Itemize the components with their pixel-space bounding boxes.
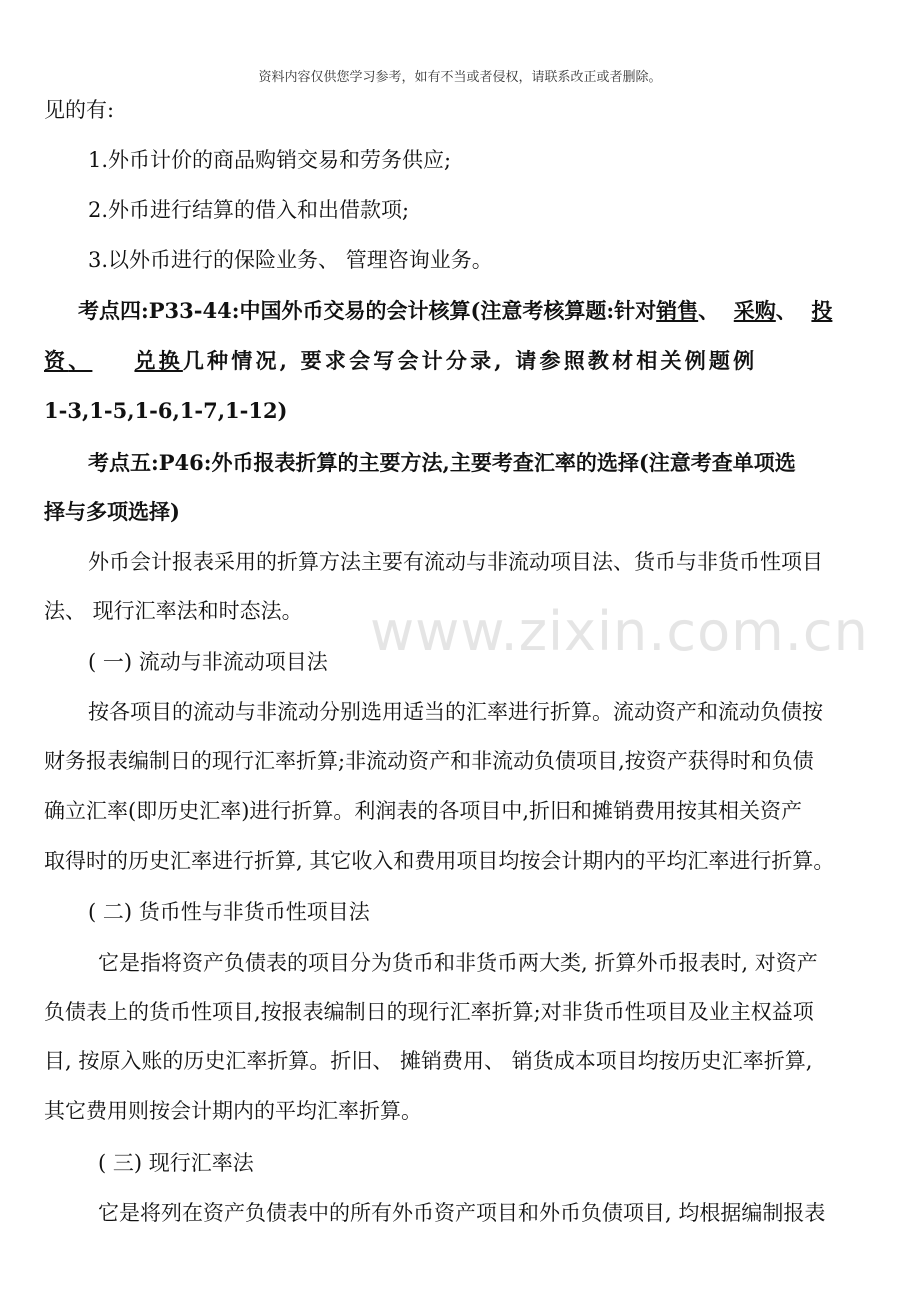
section-heading-3: ( 三) 现行汇率法 — [98, 1151, 254, 1175]
key-point-4-text: 考点四:P33-44:中国外币交易的会计核算(注意考核算题:针对 — [78, 298, 657, 323]
key-point-4-line2 — [44, 346, 876, 376]
keyword-exchange: 兑换 — [134, 348, 183, 373]
section-heading-1: ( 一) 流动与非流动项目法 — [88, 650, 328, 674]
paragraph-line: 它是将列在资产负债表中的所有外币资产项目和外币负债项目, 均根据编制报表 — [98, 1201, 826, 1225]
paragraph-line: 其它费用则按会计期内的平均汇率折算。 — [44, 1099, 422, 1123]
separator: 、 — [698, 298, 720, 323]
key-point-4-text: 几种情况, 要求会写会计分录, 请参照教材相关例题例 — [182, 348, 758, 373]
paragraph-line: 目, 按原入账的历史汇率折算。折旧、 摊销费用、 销货成本项目均按历史汇率折算, — [44, 1049, 813, 1073]
list-item: 3.以外币进行的保险业务、 管理咨询业务。 — [88, 248, 493, 272]
separator: 、 — [68, 348, 93, 373]
paragraph-line: 它是指将资产负债表的项目分为货币和非货币两大类, 折算外币报表时, 对资产 — [98, 951, 818, 975]
paragraph-line: 确立汇率(即历史汇率)进行折算。利润表的各项目中,折旧和摊销费用按其相关资产 — [44, 799, 803, 823]
keyword-purchase: 采购 — [733, 298, 776, 323]
list-item: 2.外币进行结算的借入和出借款项; — [88, 198, 410, 222]
paragraph-line: 外币会计报表采用的折算方法主要有流动与非流动项目法、货币与非货币性项目 — [88, 550, 823, 574]
paragraph-line: 法、 现行汇率法和时态法。 — [44, 599, 303, 623]
keyword-invest-cont: 资 — [44, 348, 69, 373]
page-header-disclaimer: 资料内容仅供您学习参考，如有不当或者侵权，请联系改正或者删除。 — [258, 70, 662, 85]
watermark: www.zixin.com.cn — [370, 600, 869, 663]
paragraph-line: 见的有: — [44, 98, 115, 122]
keyword-sale: 销售 — [656, 298, 699, 323]
key-point-4-heading — [78, 296, 832, 326]
paragraph-line: 取得时的历史汇率进行折算, 其它收入和费用项目均按会计期内的平均汇率进行折算。 — [44, 849, 835, 873]
separator: 、 — [775, 298, 797, 323]
paragraph-line: 财务报表编制日的现行汇率折算;非流动资产和非流动负债项目,按资产获得时和负债 — [44, 749, 814, 773]
key-point-4-line3: 1-3,1-5,1-6,1-7,1-12) — [44, 398, 288, 423]
keyword-invest: 投 — [811, 298, 833, 323]
paragraph-line: 按各项目的流动与非流动分别选用适当的汇率进行折算。流动资产和流动负债按 — [88, 700, 823, 724]
list-item: 1.外币计价的商品购销交易和劳务供应; — [88, 148, 452, 172]
key-point-5-heading: 考点五:P46:外币报表折算的主要方法,主要考查汇率的选择(注意考查单项选 — [88, 450, 796, 475]
section-heading-2: ( 二) 货币性与非货币性项目法 — [88, 900, 370, 924]
paragraph-line: 负债表上的货币性项目,按报表编制日的现行汇率折算;对非货币性项目及业主权益项 — [44, 1000, 814, 1024]
key-point-5-line2: 择与多项选择) — [44, 499, 180, 524]
